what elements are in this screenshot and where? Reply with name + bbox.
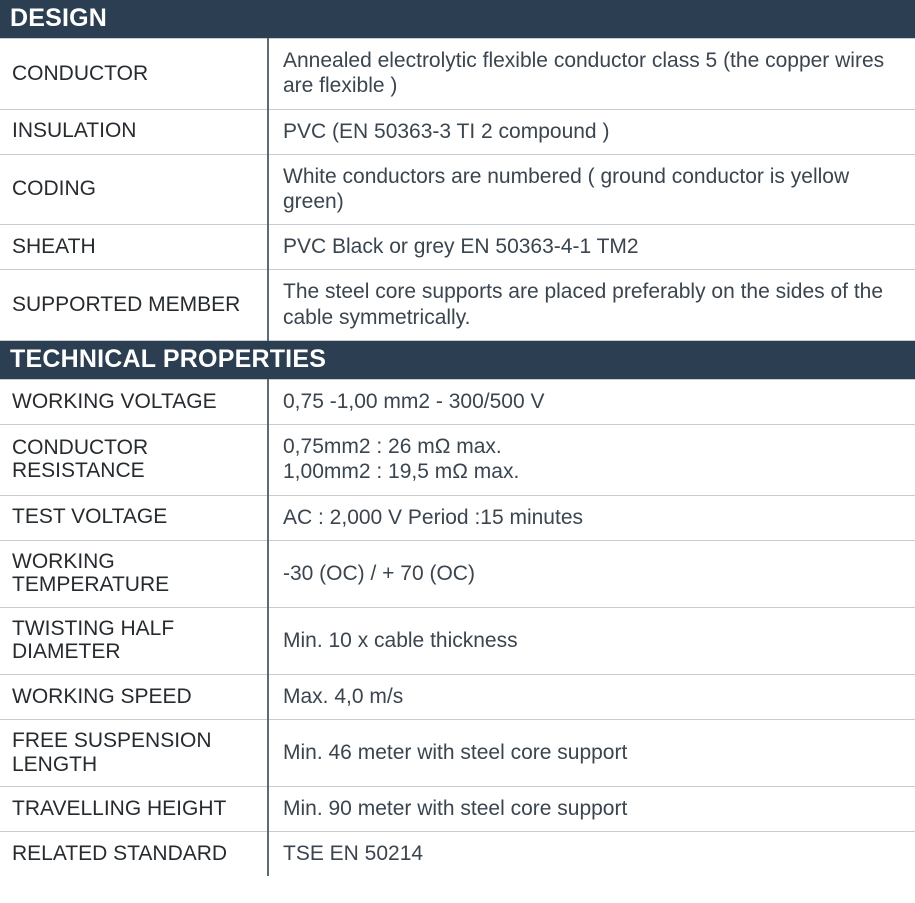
table-row bbox=[0, 109, 915, 154]
table-row bbox=[0, 380, 915, 425]
row-value-insulation: PVC (EN 50363-3 TI 2 compound ) bbox=[268, 109, 915, 154]
row-value-sheath: PVC Black or grey EN 50363-4-1 TM2 bbox=[268, 225, 915, 270]
table-row bbox=[0, 720, 915, 787]
row-label-working-speed: WORKING SPEED bbox=[0, 674, 268, 719]
row-value-free-suspension-length: Min. 46 meter with steel core support bbox=[268, 720, 915, 787]
table-row bbox=[0, 607, 915, 674]
table-row bbox=[0, 674, 915, 719]
section-header-design bbox=[0, 0, 915, 39]
row-label-coding: CODING bbox=[0, 154, 268, 224]
row-label-travelling-height: TRAVELLING HEIGHT bbox=[0, 787, 268, 832]
table-row bbox=[0, 495, 915, 540]
table-row bbox=[0, 425, 915, 495]
section-header-technical-properties bbox=[0, 340, 915, 379]
row-value-related-standard: TSE EN 50214 bbox=[283, 842, 424, 866]
row-label-insulation: INSULATION bbox=[0, 109, 268, 154]
row-label-test-voltage: TEST VOLTAGE bbox=[0, 495, 268, 540]
section-title-design: DESIGN bbox=[0, 0, 915, 39]
row-value-working-voltage: 0,75 -1,00 mm2 - 300/500 V bbox=[268, 380, 915, 425]
row-value-conductor-resistance bbox=[268, 425, 915, 495]
row-value-supported-member: The steel core supports are placed preferably on the sides of the cable symmetrically. bbox=[268, 270, 915, 340]
table-row bbox=[0, 39, 915, 109]
row-value-working-speed: Max. 4,0 m/s bbox=[268, 674, 915, 719]
table-row bbox=[0, 832, 915, 877]
row-label-sheath: SHEATH bbox=[0, 225, 268, 270]
row-value-coding: White conductors are numbered ( ground conductor is yellow green) bbox=[268, 154, 915, 224]
row-label-twisting-half-diameter: TWISTING HALF DIAMETER bbox=[0, 607, 268, 674]
conductor-resistance-line-2: 1,00mm2 : 19,5 mΩ max. bbox=[283, 460, 520, 484]
row-label-related-standard: RELATED STANDARD bbox=[0, 832, 268, 877]
row-label-free-suspension-length: FREE SUSPENSION LENGTH bbox=[0, 720, 268, 787]
table-row bbox=[0, 225, 915, 270]
table-row bbox=[0, 154, 915, 224]
row-value-working-temperature: -30 (OC) / + 70 (OC) bbox=[268, 540, 915, 607]
table-row bbox=[0, 540, 915, 607]
row-label-conductor: CONDUCTOR bbox=[0, 39, 268, 109]
row-value-test-voltage: AC : 2,000 V Period :15 minutes bbox=[268, 495, 915, 540]
row-label-working-voltage: WORKING VOLTAGE bbox=[0, 380, 268, 425]
conductor-resistance-line-1: 0,75mm2 : 26 mΩ max. bbox=[283, 435, 502, 459]
section-title-technical-properties: TECHNICAL PROPERTIES bbox=[0, 340, 915, 379]
table-row bbox=[0, 787, 915, 832]
row-label-supported-member: SUPPORTED MEMBER bbox=[0, 270, 268, 340]
row-label-conductor-resistance: CONDUCTOR RESISTANCE bbox=[0, 425, 268, 495]
table-row bbox=[0, 270, 915, 340]
row-value-travelling-height: Min. 90 meter with steel core support bbox=[268, 787, 915, 832]
row-value-conductor: Annealed electrolytic flexible conductor class 5 (the copper wires are flexible ) bbox=[268, 39, 915, 109]
row-value-twisting-half-diameter: Min. 10 x cable thickness bbox=[268, 607, 915, 674]
row-label-working-temperature: WORKING TEMPERATURE bbox=[0, 540, 268, 607]
